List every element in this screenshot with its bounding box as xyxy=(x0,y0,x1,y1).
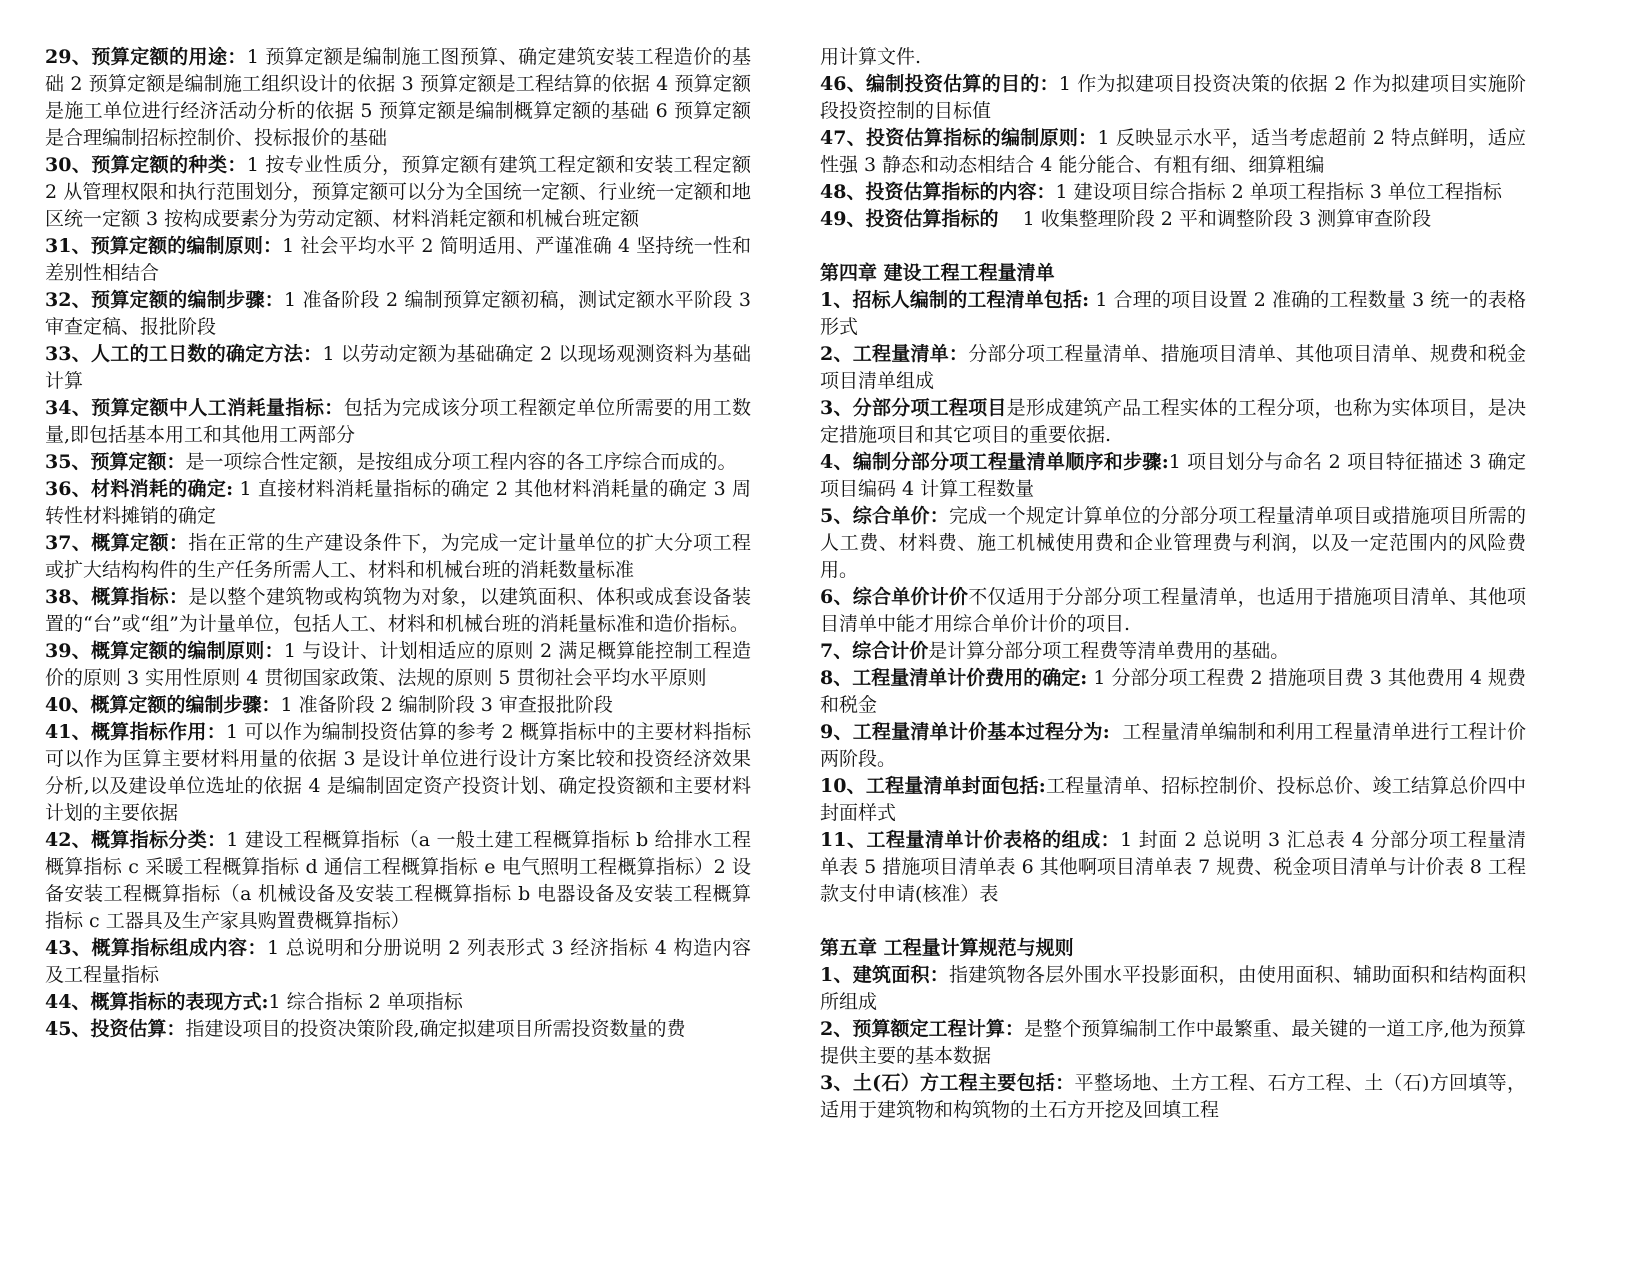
continued-text: 用计算文件. xyxy=(820,46,922,68)
list-item xyxy=(820,1070,1526,1124)
item-term: 人工的工日数的确定方法： xyxy=(91,343,323,365)
item-body: 平整场地、土方工程、石方工程、土（石)方回填等，适用于建筑物和构筑物的土石方开挖及回填工程 xyxy=(820,1072,1526,1121)
item-body: 完成一个规定计算单位的分部分项工程量清单项目或措施项目所需的人工费、材料费、施工机械使用费和企业管理费与利润，以及一定范围内的风险费用。 xyxy=(820,505,1526,581)
item-term: 材料消耗的确定: xyxy=(91,478,234,500)
list-item xyxy=(45,989,751,1016)
item-term: 预算定额的种类： xyxy=(91,154,247,176)
item-number: 3、 xyxy=(820,1072,853,1094)
list-item xyxy=(820,395,1526,449)
item-number: 31、 xyxy=(45,235,91,257)
list-item xyxy=(820,773,1526,827)
item-term: 投资估算： xyxy=(90,1018,186,1040)
list-item xyxy=(45,44,751,152)
list-item xyxy=(45,341,751,395)
item-term: 土(石）方工程主要包括： xyxy=(852,1072,1075,1094)
item-term: 预算定额的编制原则： xyxy=(90,235,283,257)
item-term: 综合单价： xyxy=(852,505,949,527)
item-number: 43、 xyxy=(45,937,92,959)
item-term: 概算指标分类： xyxy=(91,829,227,851)
chapter-heading: 第四章 建设工程工程量清单 xyxy=(820,262,1055,284)
item-term: 预算定额： xyxy=(90,451,186,473)
item-term: 分部分项工程项目 xyxy=(852,397,1007,419)
item-body: 是以整个建筑物或构筑物为对象，以建筑面积、体积或成套设备装置的“台”或“组”为计量单位，包括人工、材料和机械台班的消耗量标准和造价指标。 xyxy=(45,586,751,635)
item-number: 40、 xyxy=(45,694,91,716)
item-term: 建筑面积： xyxy=(852,964,949,986)
item-number: 47、 xyxy=(820,127,867,149)
item-term: 概算指标作用： xyxy=(91,721,227,743)
item-body: 工程量清单、招标控制价、投标总价、竣工结算总价四中封面样式 xyxy=(820,775,1526,824)
item-number: 2、 xyxy=(820,343,853,365)
list-item xyxy=(45,638,751,692)
list-item xyxy=(820,287,1526,341)
list-item xyxy=(820,449,1526,503)
item-body: 1 准备阶段 2 编制预算定额初稿，测试定额水平阶段 3 审查定稿、报批阶段 xyxy=(45,289,758,338)
list-item xyxy=(820,179,1526,206)
item-number: 2、 xyxy=(820,1018,853,1040)
item-body: 不仅适用于分部分项工程量清单，也适用于措施项目清单、其他项目清单中能才用综合单价计价的项目. xyxy=(820,586,1526,635)
item-number: 34、 xyxy=(45,397,92,419)
list-item xyxy=(820,665,1526,719)
list-item xyxy=(45,287,758,341)
item-body: 工程量清单编制和利用工程量清单进行工程计价两阶段。 xyxy=(820,721,1526,770)
item-term: 招标人编制的工程清单包括: xyxy=(852,289,1090,311)
item-body: 1 准备阶段 2 编制阶段 3 审查报批阶段 xyxy=(280,694,613,716)
section-gap xyxy=(820,908,1526,935)
item-number: 39、 xyxy=(45,640,92,662)
item-number: 6、 xyxy=(820,586,853,608)
list-item xyxy=(45,827,751,935)
item-number: 3、 xyxy=(820,397,853,419)
item-term: 工程量清单封面包括: xyxy=(865,775,1046,797)
item-term: 概算指标： xyxy=(91,586,189,608)
item-body: 1 建设项目综合指标 2 单项工程指标 3 单位工程指标 xyxy=(1055,181,1502,203)
item-term: 工程量清单计价表格的组成： xyxy=(866,829,1121,851)
item-number: 9、 xyxy=(820,721,853,743)
item-number: 49、 xyxy=(820,208,866,230)
item-body: 1 合理的项目设置 2 准确的工程数量 3 统一的表格形式 xyxy=(820,289,1526,338)
item-body: 1 社会平均水平 2 简明适用、严谨准确 4 坚持统一性和差别性相结合 xyxy=(45,235,751,284)
list-item xyxy=(820,125,1526,179)
item-number: 7、 xyxy=(820,640,853,662)
item-body: 包括为完成该分项工程额定单位所需要的用工数量,即包括基本用工和其他用工两部分 xyxy=(45,397,751,446)
left-column xyxy=(45,44,758,1043)
list-item xyxy=(820,962,1526,1016)
list-item xyxy=(820,638,1526,665)
list-item xyxy=(45,692,751,719)
list-item xyxy=(820,719,1526,773)
item-number: 1、 xyxy=(820,964,853,986)
item-term: 预算定额中人工消耗量指标： xyxy=(91,397,344,419)
item-number: 36、 xyxy=(45,478,92,500)
item-number: 4、 xyxy=(820,451,853,473)
item-body: 指建筑物各层外围水平投影面积，由使用面积、辅助面积和结构面积所组成 xyxy=(820,964,1526,1013)
item-body: 1 收集整理阶段 2 平和调整阶段 3 测算审查阶段 xyxy=(998,208,1432,230)
item-term: 概算指标的表现方式: xyxy=(90,991,269,1013)
item-body: 1 按专业性质分，预算定额有建筑工程定额和安装工程定额 2 从管理权限和执行范围划分，预算定额可以分为全国统一定额、行业统一定额和地区统一定额 3 按构成要素分为劳动定额、材料消耗定额和机械台班定额 xyxy=(45,154,758,230)
item-term: 工程量清单计价费用的确定: xyxy=(852,667,1088,689)
list-item xyxy=(820,206,1526,233)
item-number: 30、 xyxy=(45,154,92,176)
item-number: 1、 xyxy=(820,289,853,311)
chapter-heading: 第五章 工程量计算规范与规则 xyxy=(820,937,1074,959)
right-column xyxy=(820,44,1526,1124)
section-continued xyxy=(820,71,1526,233)
item-term: 工程量清单计价基本过程分为: xyxy=(852,721,1110,743)
item-number: 42、 xyxy=(45,829,92,851)
list-item xyxy=(45,449,751,476)
list-item xyxy=(45,530,751,584)
item-body: 1 可以作为编制投资估算的参考 2 概算指标中的主要材料指标可以作为匡算主要材料用量的依据 3 是设计单位进行设计方案比较和投资经济效果分析,以及建设单位选址的依据 4 是编制固定资产投资计划、确定投资额和主要材料计划的主要依据 xyxy=(45,721,751,824)
section-gap xyxy=(820,233,1526,260)
item-term: 工程量清单： xyxy=(852,343,969,365)
item-number: 33、 xyxy=(45,343,92,365)
item-number: 37、 xyxy=(45,532,92,554)
list-item xyxy=(820,584,1526,638)
item-number: 44、 xyxy=(45,991,91,1013)
item-number: 8、 xyxy=(820,667,853,689)
item-body: 1 项目划分与命名 2 项目特征描述 3 确定项目编码 4 计算工程数量 xyxy=(820,451,1527,500)
list-item xyxy=(820,827,1526,908)
item-body: 1 以劳动定额为基础确定 2 以现场观测资料为基础计算 xyxy=(45,343,751,392)
item-body: 1 综合指标 2 单项指标 xyxy=(268,991,463,1013)
item-term: 概算定额的编制原则： xyxy=(91,640,284,662)
list-item xyxy=(45,476,751,530)
item-term: 编制投资估算的目的： xyxy=(866,73,1059,95)
item-number: 45、 xyxy=(45,1018,91,1040)
list-item xyxy=(45,395,751,449)
list-item xyxy=(820,1016,1526,1070)
item-number: 46、 xyxy=(820,73,867,95)
item-body: 1 分部分项工程费 2 措施项目费 3 其他费用 4 规费和税金 xyxy=(820,667,1527,716)
list-item xyxy=(45,719,751,827)
item-number: 38、 xyxy=(45,586,92,608)
item-body: 是计算分部分项工程费等清单费用的基础。 xyxy=(928,640,1290,662)
list-item xyxy=(45,1016,751,1043)
item-body: 是一项综合性定额，是按组成分项工程内容的各工序综合而成的。 xyxy=(185,451,737,473)
item-term: 编制分部分项工程量清单顺序和步骤: xyxy=(852,451,1169,473)
chapter-five-list xyxy=(820,962,1526,1124)
item-number: 11、 xyxy=(820,829,867,851)
list-item xyxy=(45,152,758,233)
list-item xyxy=(820,341,1526,395)
list-item xyxy=(45,584,751,638)
item-number: 29、 xyxy=(45,46,92,68)
item-body: 1 预算定额是编制施工图预算、确定建筑安装工程造价的基础 2 预算定额是编制施工组织设计的依据 3 预算定额是工程结算的依据 4 预算定额是施工单位进行经济活动分析的依据 5 预算定额是编制概算定额的基础 6 预算定额是合理编制招标控制价、投标报价的基础 xyxy=(45,46,751,149)
item-number: 35、 xyxy=(45,451,91,473)
item-body: 1 建设工程概算指标（a 一般土建工程概算指标 b 给排水工程概算指标 c 采暖工程概算指标 d 通信工程概算指标 e 电气照明工程概算指标）2 设备安装工程概算指标（a 机械设备及安装工程概算指标 b 电器设备及安装工程概算指标 c 工器具及生产家具购置费概算指标） xyxy=(45,829,751,932)
item-body: 1 直接材料消耗量指标的确定 2 其他材料消耗量的确定 3 周转性材料摊销的确定 xyxy=(45,478,751,527)
item-term: 预算定额的编制步骤： xyxy=(91,289,285,311)
item-term: 投资估算指标的编制原则： xyxy=(866,127,1098,149)
item-body: 指建设项目的投资决策阶段,确定拟建项目所需投资数量的费 xyxy=(185,1018,686,1040)
item-body: 1 封面 2 总说明 3 汇总表 4 分部分项工程量清单表 5 措施项目清单表 6 其他啊项目清单表 7 规费、税金项目清单与计价表 8 工程款支付申请(核准）表 xyxy=(820,829,1526,905)
item-term: 概算定额的编制步骤： xyxy=(90,694,281,716)
list-item xyxy=(45,233,751,287)
item-term: 综合单价计价 xyxy=(852,586,969,608)
item-number: 5、 xyxy=(820,505,853,527)
item-number: 48、 xyxy=(820,181,866,203)
item-body: 指在正常的生产建设条件下，为完成一定计量单位的扩大分项工程或扩大结构构件的生产任务所需人工、材料和机械台班的消耗数量标准 xyxy=(45,532,751,581)
list-item xyxy=(820,71,1526,125)
item-body: 1 反映显示水平，适当考虑超前 2 特点鲜明，适应性强 3 静态和动态相结合 4 能分能合、有粗有细、细算粗编 xyxy=(820,127,1526,176)
item-term: 综合计价 xyxy=(852,640,929,662)
list-item xyxy=(820,503,1526,584)
item-body: 是整个预算编制工作中最繁重、最关键的一道工序,他为预算提供主要的基本数据 xyxy=(820,1018,1526,1067)
item-term: 预算额定工程计算： xyxy=(852,1018,1025,1040)
item-number: 32、 xyxy=(45,289,92,311)
item-number: 10、 xyxy=(820,775,866,797)
item-number: 41、 xyxy=(45,721,92,743)
chapter-four-list xyxy=(820,287,1526,908)
item-body: 1 作为拟建项目投资决策的依据 2 作为拟建项目实施阶段投资控制的目标值 xyxy=(820,73,1526,122)
item-term: 概算定额： xyxy=(91,532,189,554)
item-body: 1 总说明和分册说明 2 列表形式 3 经济指标 4 构造内容及工程量指标 xyxy=(45,937,751,986)
list-item xyxy=(45,935,751,989)
item-body: 1 与设计、计划相适应的原则 2 满足概算能控制工程造价的原则 3 实用性原则 4 贯彻国家政策、法规的原则 5 贯彻社会平均水平原则 xyxy=(45,640,751,689)
item-term: 概算指标组成内容： xyxy=(91,937,268,959)
item-body: 分部分项工程量清单、措施项目清单、其他项目清单、规费和税金项目清单组成 xyxy=(820,343,1526,392)
item-term: 投资估算指标的 xyxy=(865,208,999,230)
item-body: 是形成建筑产品工程实体的工程分项，也称为实体项目，是决定措施项目和其它项目的重要依据. xyxy=(820,397,1526,446)
item-term: 预算定额的用途： xyxy=(91,46,247,68)
item-term: 投资估算指标的内容： xyxy=(865,181,1056,203)
